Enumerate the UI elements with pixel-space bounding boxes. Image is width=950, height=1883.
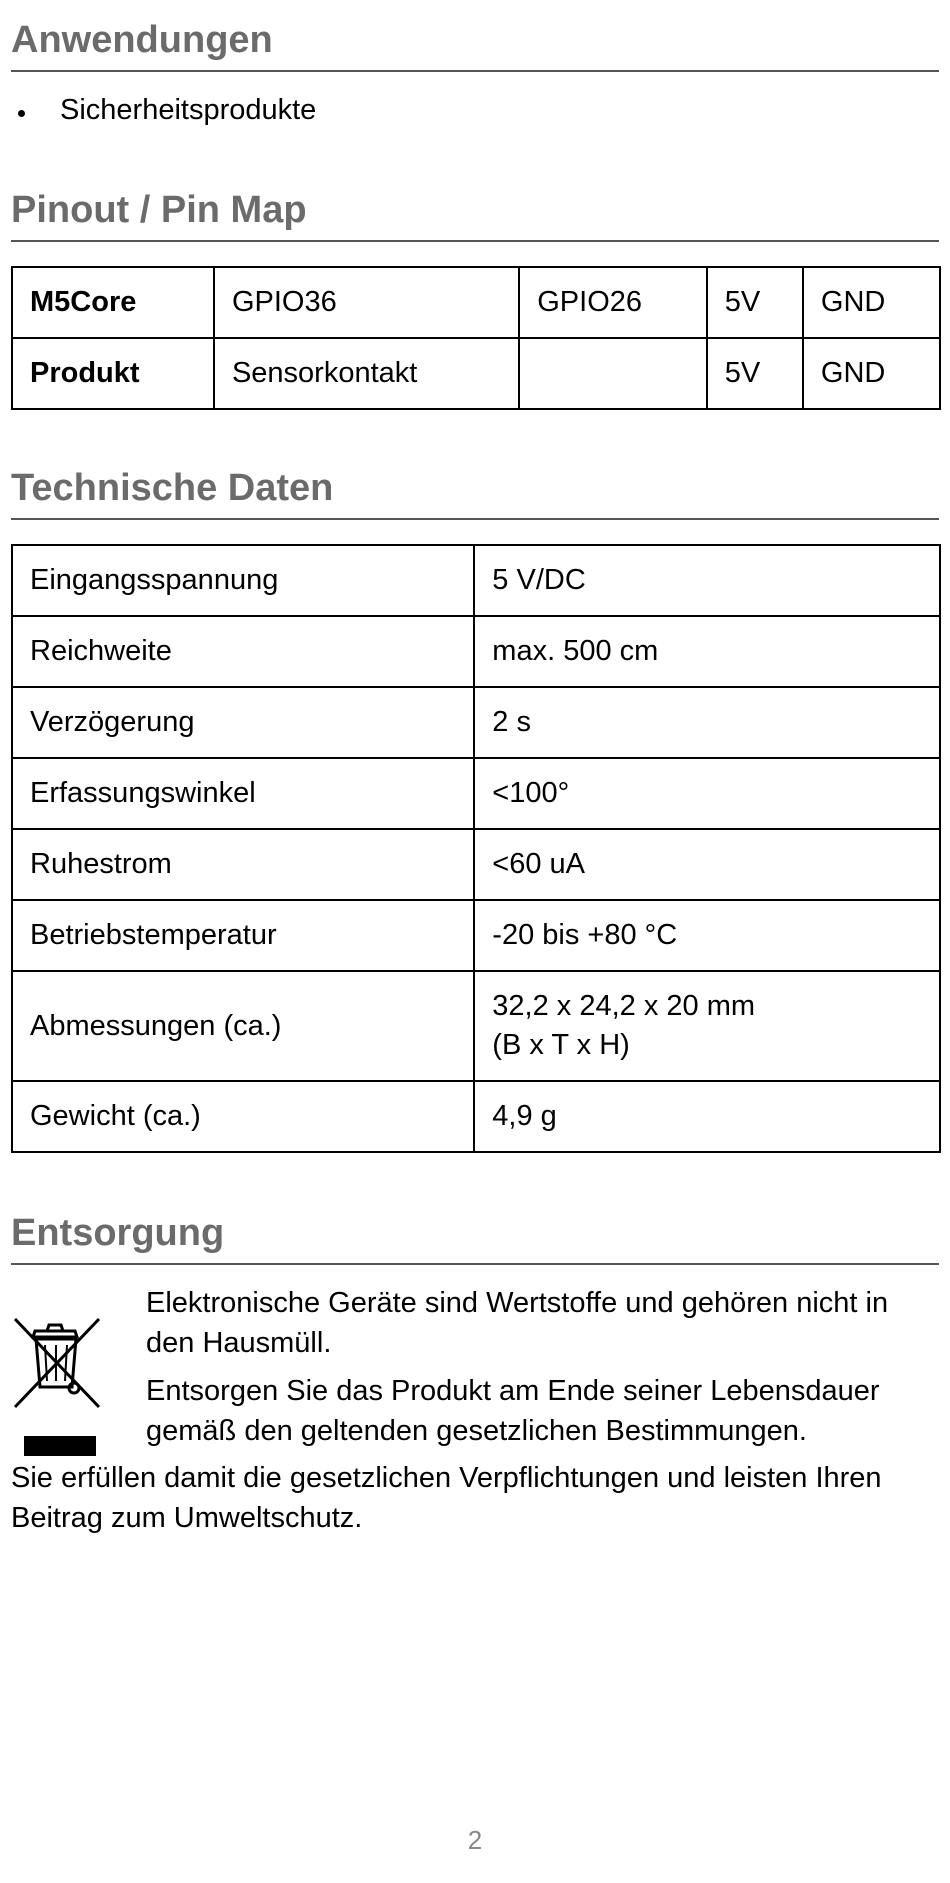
heading-pinout: Pinout / Pin Map <box>11 188 939 242</box>
spec-label: Reichweite <box>12 616 474 687</box>
table-cell: M5Core <box>12 267 214 338</box>
table-cell: Sensorkontakt <box>214 338 519 409</box>
pinout-table <box>11 266 941 410</box>
spec-value: max. 500 cm <box>474 616 940 687</box>
list-item: Sicherheitsprodukte <box>11 90 316 130</box>
spec-label: Verzögerung <box>12 687 474 758</box>
specs-table <box>11 544 941 1153</box>
heading-technische-daten: Technische Daten <box>11 466 939 520</box>
table-cell: 5V <box>707 267 803 338</box>
table-cell: GPIO26 <box>519 267 707 338</box>
heading-anwendungen: Anwendungen <box>11 18 939 72</box>
disposal-paragraph: Elektronische Geräte sind Wertstoffe und gehören nicht in den Hausmüll. <box>146 1287 889 1359</box>
table-row <box>12 545 940 616</box>
applications-list <box>11 90 316 130</box>
table-row <box>12 687 940 758</box>
table-cell: GND <box>803 267 940 338</box>
disposal-paragraph: Sie erfüllen damit die gesetzlichen Verpflichtungen und leisten Ihren Beitrag zum Umweltschutz. <box>11 1462 882 1534</box>
table-cell: 5V <box>707 338 803 409</box>
table-cell: GPIO36 <box>214 267 519 338</box>
table-row <box>12 338 940 409</box>
spec-value: -20 bis +80 °C <box>474 900 940 971</box>
spec-label: Erfassungswinkel <box>12 758 474 829</box>
table-row <box>12 829 940 900</box>
page-number: 2 <box>467 1825 483 1855</box>
table-row <box>12 616 940 687</box>
spec-label: Gewicht (ca.) <box>12 1081 474 1152</box>
spec-label: Betriebstemperatur <box>12 900 474 971</box>
table-row <box>12 1081 940 1152</box>
table-row <box>12 900 940 971</box>
spec-value: <100° <box>474 758 940 829</box>
table-row <box>12 971 940 1081</box>
spec-label: Abmessungen (ca.) <box>12 971 474 1081</box>
spec-label: Eingangsspannung <box>12 545 474 616</box>
disposal-paragraph: Entsorgen Sie das Produkt am Ende seiner Lebensdauer gemäß den geltenden gesetzlichen Bestimmungen. <box>146 1375 880 1447</box>
heading-entsorgung: Entsorgung <box>11 1211 939 1265</box>
spec-value: 4,9 g <box>474 1081 940 1152</box>
spec-value: 32,2 x 24,2 x 20 mm (B x T x H) <box>474 971 940 1081</box>
table-cell: GND <box>803 338 940 409</box>
table-cell: Produkt <box>12 338 214 409</box>
spec-value: 2 s <box>474 687 940 758</box>
spec-value: 5 V/DC <box>474 545 940 616</box>
table-row <box>12 758 940 829</box>
spec-label: Ruhestrom <box>12 829 474 900</box>
table-cell <box>519 338 707 409</box>
table-row <box>12 267 940 338</box>
spec-value: <60 uA <box>474 829 940 900</box>
crossed-out-wheelie-bin-icon <box>11 1313 107 1458</box>
